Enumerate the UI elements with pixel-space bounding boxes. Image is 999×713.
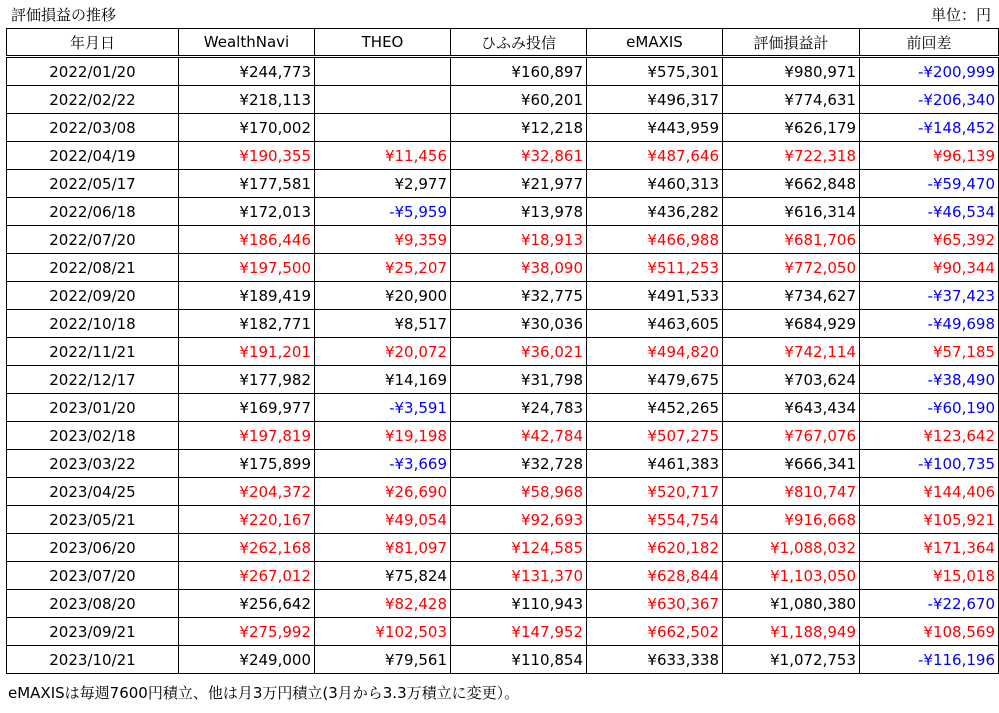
cell-date: 2023/06/20: [7, 534, 179, 562]
cell-emaxis: ¥461,383: [587, 450, 723, 478]
cell-total: ¥774,631: [723, 86, 860, 114]
cell-diff: -¥148,452: [860, 114, 999, 142]
table-row: [7, 170, 999, 198]
cell-total: ¥666,341: [723, 450, 860, 478]
cell-wealthnavi: ¥186,446: [179, 226, 315, 254]
table-row: [7, 198, 999, 226]
cell-date: 2023/03/22: [7, 450, 179, 478]
cell-total: ¥1,088,032: [723, 534, 860, 562]
table-row: [7, 57, 999, 86]
cell-date: 2023/07/20: [7, 562, 179, 590]
cell-date: 2022/04/19: [7, 142, 179, 170]
cell-hifumi: ¥32,728: [451, 450, 587, 478]
table-row: [7, 310, 999, 338]
cell-wealthnavi: ¥267,012: [179, 562, 315, 590]
cell-wealthnavi: ¥177,982: [179, 366, 315, 394]
cell-wealthnavi: ¥189,419: [179, 282, 315, 310]
cell-emaxis: ¥436,282: [587, 198, 723, 226]
cell-theo: ¥20,072: [315, 338, 451, 366]
header-wealthnavi: WealthNavi: [179, 29, 315, 57]
cell-hifumi: ¥42,784: [451, 422, 587, 450]
caption-row: [0, 0, 999, 28]
cell-total: ¥1,188,949: [723, 618, 860, 646]
cell-diff: -¥200,999: [860, 57, 999, 86]
cell-total: ¥772,050: [723, 254, 860, 282]
cell-diff: ¥15,018: [860, 562, 999, 590]
cell-theo: ¥19,198: [315, 422, 451, 450]
valuation-table: [6, 28, 999, 674]
cell-total: ¥916,668: [723, 506, 860, 534]
cell-date: 2022/01/20: [7, 57, 179, 86]
cell-hifumi: ¥92,693: [451, 506, 587, 534]
cell-emaxis: ¥633,338: [587, 646, 723, 674]
cell-date: 2022/09/20: [7, 282, 179, 310]
cell-hifumi: ¥32,861: [451, 142, 587, 170]
cell-theo: ¥11,456: [315, 142, 451, 170]
cell-date: 2022/10/18: [7, 310, 179, 338]
cell-date: 2023/02/18: [7, 422, 179, 450]
cell-wealthnavi: ¥197,500: [179, 254, 315, 282]
cell-emaxis: ¥452,265: [587, 394, 723, 422]
cell-diff: -¥38,490: [860, 366, 999, 394]
cell-hifumi: ¥32,775: [451, 282, 587, 310]
table-row: [7, 646, 999, 674]
table-row: [7, 422, 999, 450]
cell-emaxis: ¥491,533: [587, 282, 723, 310]
cell-wealthnavi: ¥175,899: [179, 450, 315, 478]
cell-theo: [315, 57, 451, 86]
cell-hifumi: ¥60,201: [451, 86, 587, 114]
cell-wealthnavi: ¥177,581: [179, 170, 315, 198]
cell-theo: -¥5,959: [315, 198, 451, 226]
cell-date: 2022/08/21: [7, 254, 179, 282]
cell-diff: ¥65,392: [860, 226, 999, 254]
cell-emaxis: ¥494,820: [587, 338, 723, 366]
cell-hifumi: ¥58,968: [451, 478, 587, 506]
cell-hifumi: ¥36,021: [451, 338, 587, 366]
header-row: [7, 29, 999, 57]
unit-label: 単位：円: [930, 6, 991, 24]
cell-theo: ¥26,690: [315, 478, 451, 506]
cell-date: 2022/11/21: [7, 338, 179, 366]
cell-hifumi: ¥131,370: [451, 562, 587, 590]
cell-diff: ¥144,406: [860, 478, 999, 506]
header-theo: THEO: [315, 29, 451, 57]
cell-hifumi: ¥13,978: [451, 198, 587, 226]
cell-theo: ¥49,054: [315, 506, 451, 534]
table-row: [7, 394, 999, 422]
cell-theo: ¥25,207: [315, 254, 451, 282]
cell-total: ¥810,747: [723, 478, 860, 506]
cell-emaxis: ¥463,605: [587, 310, 723, 338]
cell-theo: ¥14,169: [315, 366, 451, 394]
header-emaxis: eMAXIS: [587, 29, 723, 57]
table-row: [7, 506, 999, 534]
cell-hifumi: ¥110,943: [451, 590, 587, 618]
cell-diff: -¥100,735: [860, 450, 999, 478]
cell-total: ¥1,080,380: [723, 590, 860, 618]
table-row: [7, 226, 999, 254]
cell-date: 2023/01/20: [7, 394, 179, 422]
cell-emaxis: ¥662,502: [587, 618, 723, 646]
cell-emaxis: ¥620,182: [587, 534, 723, 562]
cell-total: ¥980,971: [723, 57, 860, 86]
cell-date: 2023/05/21: [7, 506, 179, 534]
table-row: [7, 478, 999, 506]
cell-diff: ¥90,344: [860, 254, 999, 282]
cell-date: 2022/05/17: [7, 170, 179, 198]
cell-emaxis: ¥466,988: [587, 226, 723, 254]
table-row: [7, 450, 999, 478]
table-row: [7, 534, 999, 562]
cell-total: ¥734,627: [723, 282, 860, 310]
cell-theo: -¥3,591: [315, 394, 451, 422]
cell-date: 2022/02/22: [7, 86, 179, 114]
cell-hifumi: ¥24,783: [451, 394, 587, 422]
cell-total: ¥681,706: [723, 226, 860, 254]
cell-emaxis: ¥479,675: [587, 366, 723, 394]
cell-emaxis: ¥520,717: [587, 478, 723, 506]
cell-wealthnavi: ¥204,372: [179, 478, 315, 506]
cell-total: ¥684,929: [723, 310, 860, 338]
cell-wealthnavi: ¥182,771: [179, 310, 315, 338]
cell-total: ¥616,314: [723, 198, 860, 226]
cell-emaxis: ¥487,646: [587, 142, 723, 170]
table-row: [7, 86, 999, 114]
cell-diff: -¥37,423: [860, 282, 999, 310]
cell-date: 2023/09/21: [7, 618, 179, 646]
cell-diff: ¥57,185: [860, 338, 999, 366]
cell-diff: ¥105,921: [860, 506, 999, 534]
cell-diff: ¥108,569: [860, 618, 999, 646]
cell-theo: ¥75,824: [315, 562, 451, 590]
table-row: [7, 338, 999, 366]
cell-total: ¥703,624: [723, 366, 860, 394]
cell-total: ¥643,434: [723, 394, 860, 422]
header-date: 年月日: [7, 29, 179, 57]
cell-date: 2022/06/18: [7, 198, 179, 226]
table-row: [7, 618, 999, 646]
cell-wealthnavi: ¥262,168: [179, 534, 315, 562]
cell-hifumi: ¥147,952: [451, 618, 587, 646]
table-row: [7, 142, 999, 170]
cell-wealthnavi: ¥218,113: [179, 86, 315, 114]
cell-total: ¥722,318: [723, 142, 860, 170]
cell-diff: ¥96,139: [860, 142, 999, 170]
cell-date: 2022/07/20: [7, 226, 179, 254]
cell-total: ¥1,072,753: [723, 646, 860, 674]
table-row: [7, 114, 999, 142]
cell-diff: ¥171,364: [860, 534, 999, 562]
cell-hifumi: ¥110,854: [451, 646, 587, 674]
header-diff: 前回差: [860, 29, 999, 57]
cell-wealthnavi: ¥172,013: [179, 198, 315, 226]
cell-hifumi: ¥21,977: [451, 170, 587, 198]
cell-hifumi: ¥12,218: [451, 114, 587, 142]
cell-emaxis: ¥443,959: [587, 114, 723, 142]
cell-theo: -¥3,669: [315, 450, 451, 478]
table-row: [7, 366, 999, 394]
table-row: [7, 254, 999, 282]
table-row: [7, 562, 999, 590]
cell-emaxis: ¥554,754: [587, 506, 723, 534]
cell-emaxis: ¥575,301: [587, 57, 723, 86]
cell-hifumi: ¥31,798: [451, 366, 587, 394]
cell-theo: [315, 86, 451, 114]
cell-diff: -¥22,670: [860, 590, 999, 618]
cell-total: ¥742,114: [723, 338, 860, 366]
cell-emaxis: ¥630,367: [587, 590, 723, 618]
cell-date: 2023/08/20: [7, 590, 179, 618]
cell-theo: [315, 114, 451, 142]
cell-wealthnavi: ¥191,201: [179, 338, 315, 366]
cell-emaxis: ¥507,275: [587, 422, 723, 450]
cell-date: 2023/04/25: [7, 478, 179, 506]
cell-wealthnavi: ¥244,773: [179, 57, 315, 86]
cell-wealthnavi: ¥256,642: [179, 590, 315, 618]
cell-hifumi: ¥30,036: [451, 310, 587, 338]
cell-diff: -¥49,698: [860, 310, 999, 338]
cell-total: ¥767,076: [723, 422, 860, 450]
cell-total: ¥662,848: [723, 170, 860, 198]
header-hifumi: ひふみ投信: [451, 29, 587, 57]
cell-emaxis: ¥628,844: [587, 562, 723, 590]
cell-wealthnavi: ¥170,002: [179, 114, 315, 142]
cell-diff: -¥46,534: [860, 198, 999, 226]
cell-diff: -¥116,196: [860, 646, 999, 674]
cell-diff: ¥123,642: [860, 422, 999, 450]
cell-emaxis: ¥460,313: [587, 170, 723, 198]
cell-diff: -¥60,190: [860, 394, 999, 422]
cell-theo: ¥82,428: [315, 590, 451, 618]
cell-date: 2022/12/17: [7, 366, 179, 394]
cell-wealthnavi: ¥220,167: [179, 506, 315, 534]
footnote: eMAXISは毎週7600円積立、他は月3万円積立(3月から3.3万積立に変更）。: [8, 684, 520, 702]
cell-date: 2023/10/21: [7, 646, 179, 674]
cell-emaxis: ¥511,253: [587, 254, 723, 282]
cell-theo: ¥79,561: [315, 646, 451, 674]
cell-hifumi: ¥18,913: [451, 226, 587, 254]
cell-diff: -¥59,470: [860, 170, 999, 198]
cell-theo: ¥20,900: [315, 282, 451, 310]
cell-total: ¥1,103,050: [723, 562, 860, 590]
cell-wealthnavi: ¥197,819: [179, 422, 315, 450]
cell-hifumi: ¥124,585: [451, 534, 587, 562]
cell-wealthnavi: ¥249,000: [179, 646, 315, 674]
cell-theo: ¥9,359: [315, 226, 451, 254]
table-body: [7, 57, 999, 674]
cell-theo: ¥81,097: [315, 534, 451, 562]
cell-wealthnavi: ¥169,977: [179, 394, 315, 422]
cell-hifumi: ¥38,090: [451, 254, 587, 282]
cell-date: 2022/03/08: [7, 114, 179, 142]
cell-theo: ¥8,517: [315, 310, 451, 338]
table-row: [7, 282, 999, 310]
cell-wealthnavi: ¥275,992: [179, 618, 315, 646]
cell-theo: ¥102,503: [315, 618, 451, 646]
cell-total: ¥626,179: [723, 114, 860, 142]
cell-theo: ¥2,977: [315, 170, 451, 198]
cell-emaxis: ¥496,317: [587, 86, 723, 114]
page-title: 評価損益の推移: [11, 6, 117, 24]
header-total: 評価損益計: [723, 29, 860, 57]
table-row: [7, 590, 999, 618]
cell-diff: -¥206,340: [860, 86, 999, 114]
cell-hifumi: ¥160,897: [451, 57, 587, 86]
cell-wealthnavi: ¥190,355: [179, 142, 315, 170]
